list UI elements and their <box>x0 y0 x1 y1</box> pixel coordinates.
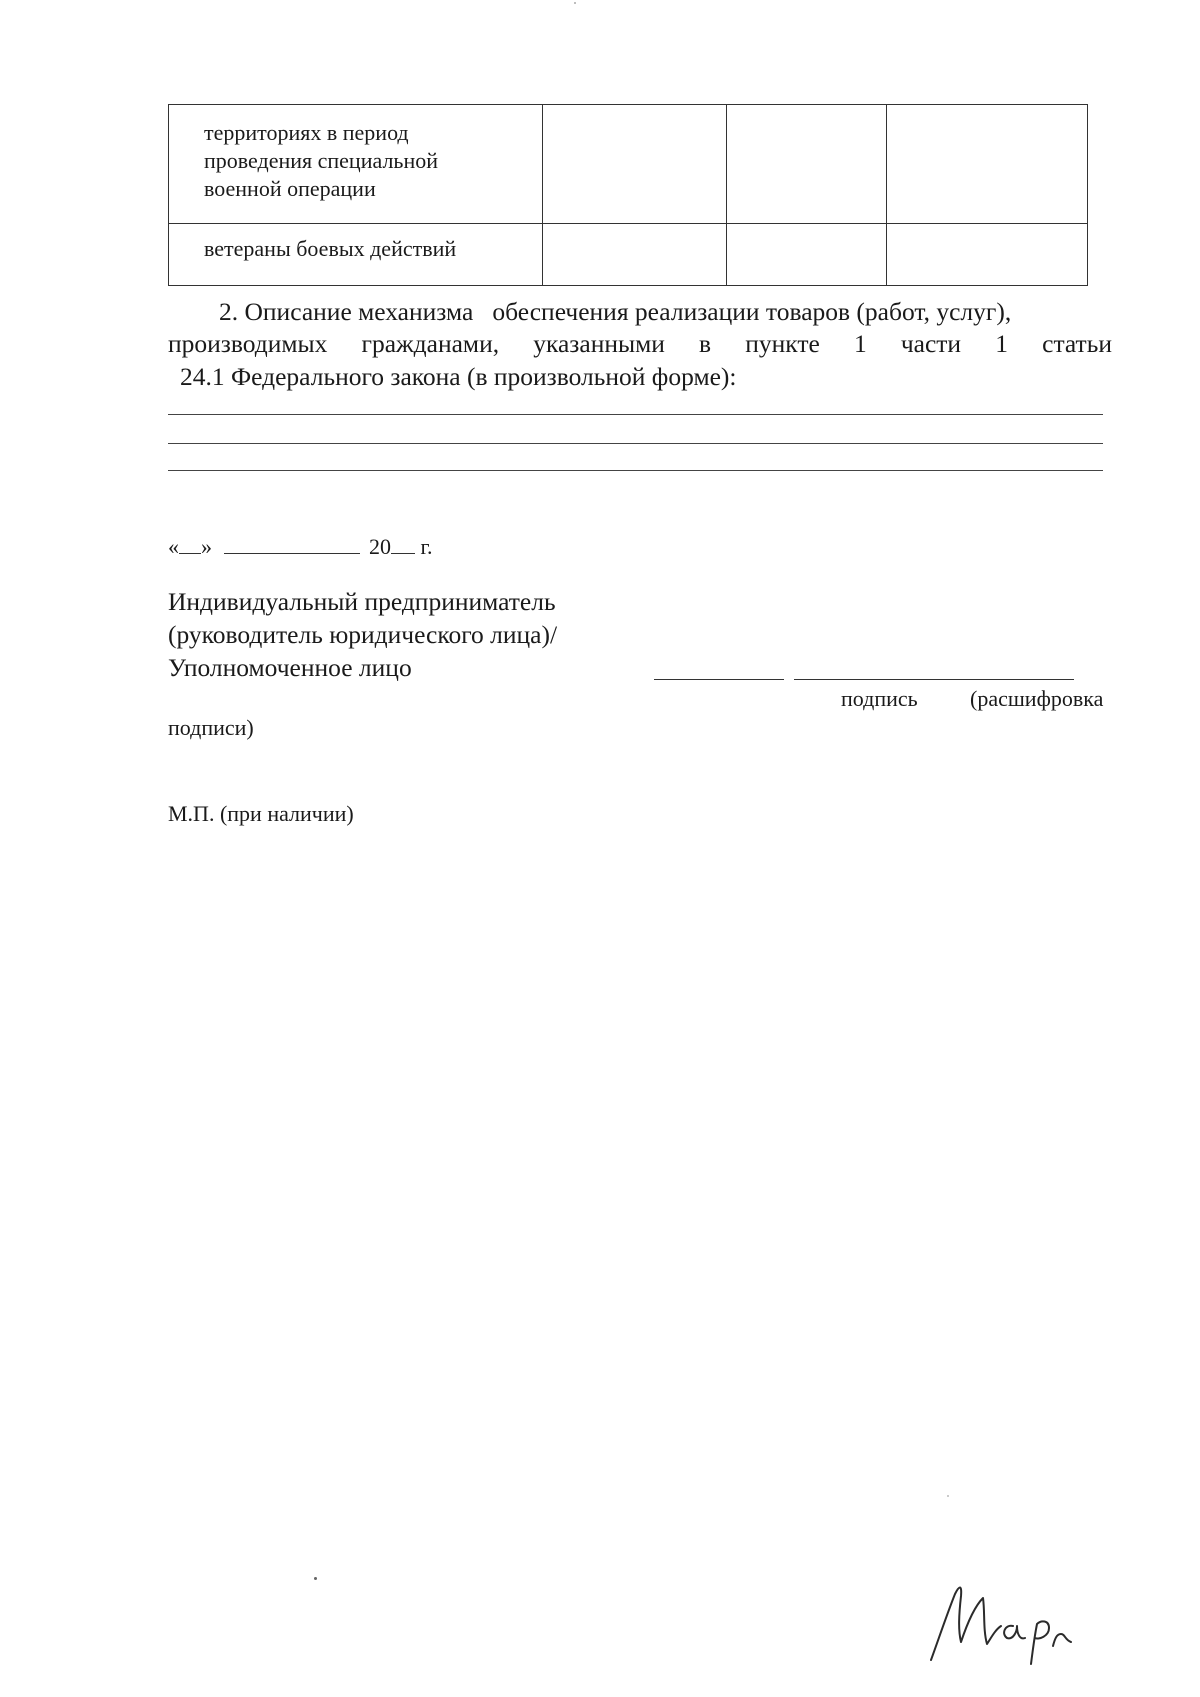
section2-word: пункте <box>745 329 820 358</box>
date-close-quote: » <box>201 534 212 559</box>
table-cell-category <box>169 224 543 286</box>
cell-text-line: ветераны боевых действий <box>204 236 457 261</box>
section2-word: 1 <box>995 329 1008 358</box>
section2-word: 1 <box>853 329 867 358</box>
section2-line3: 24.1 Федерального закона (в произвольной форме): <box>180 362 737 391</box>
day-blank[interactable] <box>179 533 201 554</box>
signer-line1: Индивидуальный предприниматель <box>168 587 556 616</box>
table-cell-empty[interactable] <box>727 224 887 286</box>
section2-word: в <box>699 329 712 358</box>
table-cell-empty[interactable] <box>887 224 1088 286</box>
year-prefix: 20 <box>369 534 391 559</box>
date-open-quote: « <box>168 534 179 559</box>
date-line <box>168 533 433 560</box>
table-cell-empty[interactable] <box>727 105 887 224</box>
answer-line[interactable] <box>168 443 1103 444</box>
section2-line1: 2. Описание механизма обеспечения реализации товаров (работ, услуг), <box>219 297 1012 326</box>
signature-line[interactable] <box>654 679 784 680</box>
scan-dot <box>574 2 576 4</box>
table-cell-empty[interactable] <box>887 105 1088 224</box>
table-row <box>169 224 1088 286</box>
section2-word: части <box>900 329 962 358</box>
answer-line[interactable] <box>168 470 1103 471</box>
scan-dot <box>947 1495 949 1497</box>
beneficiaries-table <box>168 104 1088 286</box>
signer-line2: (руководитель юридического лица)/ <box>168 620 558 649</box>
signature-decode-line[interactable] <box>794 679 1074 680</box>
section2-word: производимых <box>168 329 328 358</box>
table-cell-category <box>169 105 543 224</box>
cell-text-line: территориях в период <box>204 120 409 145</box>
cell-text-line: военной операции <box>204 176 376 201</box>
table-row <box>169 105 1088 224</box>
scan-dot <box>314 1577 317 1580</box>
decode-caption-start: (расшифровка <box>970 686 1104 711</box>
cell-text-line: проведения специальной <box>204 148 438 173</box>
table-cell-empty[interactable] <box>543 224 727 286</box>
signer-line3: Уполномоченное лицо <box>168 653 412 682</box>
year-suffix: г. <box>420 534 433 559</box>
section2-word: указанными <box>533 329 665 358</box>
decode-caption-end: подписи) <box>168 715 254 740</box>
section2-word: статьи <box>1042 329 1112 358</box>
stamp-placeholder: М.П. (при наличии) <box>168 801 354 826</box>
month-blank[interactable] <box>224 533 360 554</box>
section2-word: гражданами, <box>361 329 500 358</box>
handwritten-initials-mark <box>925 1568 1075 1668</box>
signature-caption: подпись <box>841 686 918 711</box>
year-blank[interactable] <box>391 533 415 554</box>
answer-line[interactable] <box>168 414 1103 415</box>
section2-line2 <box>168 328 1112 360</box>
table-cell-empty[interactable] <box>543 105 727 224</box>
